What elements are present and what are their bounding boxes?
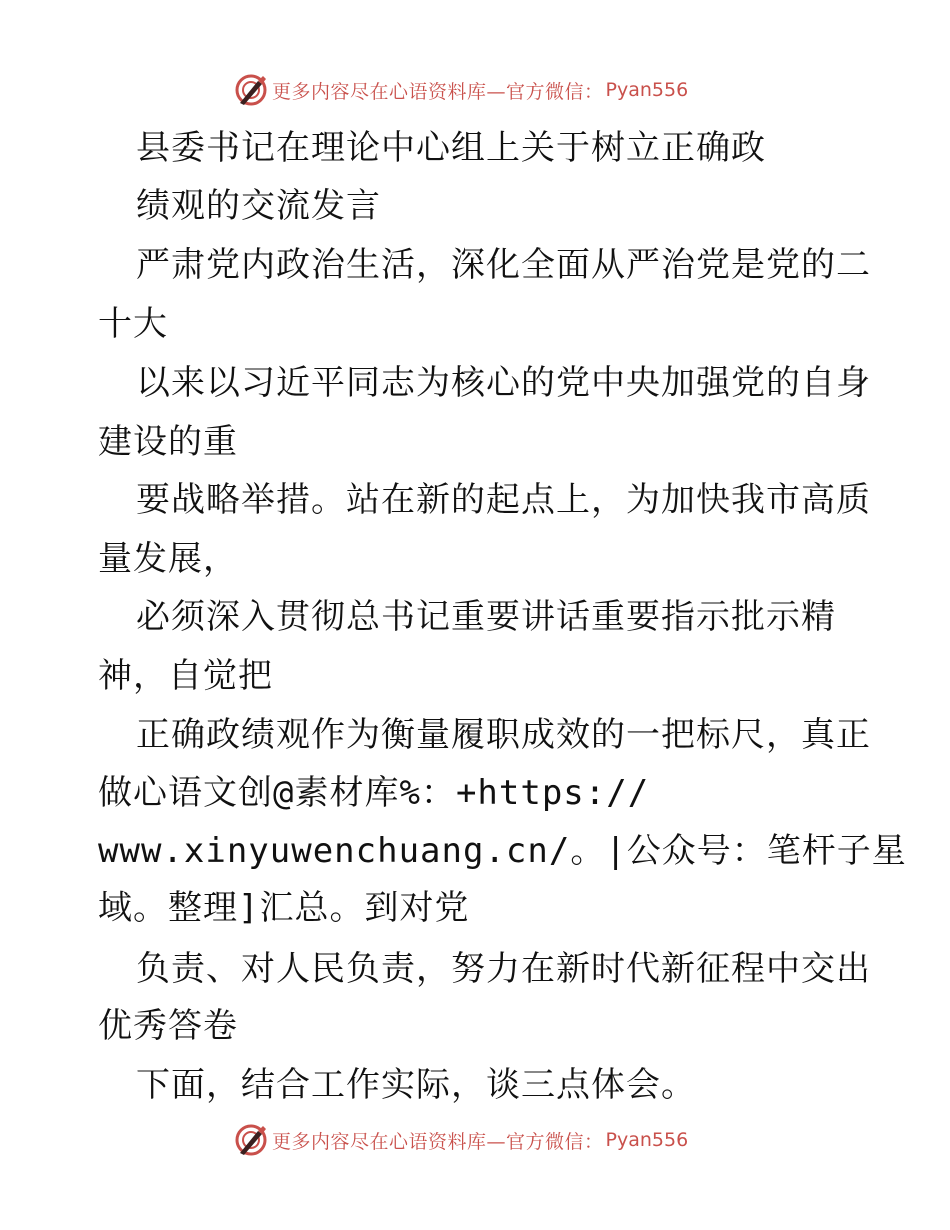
doc-paragraph-line: 做心语文创@素材库%：+https://	[98, 773, 650, 813]
doc-paragraph-line: www.xinyuwenchuang.cn/。|公众号：笔杆子星	[98, 831, 907, 871]
doc-paragraph-line: 负责、对人民负责，努力在新时代新征程中交出	[136, 949, 871, 989]
doc-paragraph-line: 建设的重	[98, 422, 238, 462]
doc-title-line-2: 绩观的交流发言	[136, 186, 381, 226]
doc-paragraph-line: 必须深入贯彻总书记重要讲话重要指示批示精	[136, 597, 836, 637]
doc-paragraph-line: 十大	[98, 304, 168, 344]
doc-paragraph-line: 优秀答卷	[98, 1006, 238, 1046]
pen-logo-icon	[234, 1123, 268, 1157]
pen-logo-icon	[234, 73, 268, 107]
watermark-text: 更多内容尽在心语资料库—官方微信：	[272, 80, 604, 103]
doc-title-line-1: 县委书记在理论中心组上关于树立正确政	[136, 128, 766, 168]
doc-paragraph-line: 以来以习近平同志为核心的党中央加强党的自身	[136, 363, 871, 403]
doc-paragraph-line: 下面，结合工作实际，谈三点体会。	[136, 1065, 696, 1105]
watermark-text: 更多内容尽在心语资料库—官方微信：	[272, 1130, 604, 1153]
watermark-wechat-id: Pyan556	[605, 1129, 689, 1151]
footer-watermark-banner	[234, 1123, 688, 1157]
doc-paragraph-line: 正确政绩观作为衡量履职成效的一把标尺，真正	[136, 715, 871, 755]
header-watermark-banner	[234, 73, 688, 107]
doc-paragraph-line: 严肃党内政治生活，深化全面从严治党是党的二	[136, 245, 871, 285]
watermark-wechat-id: Pyan556	[605, 79, 689, 101]
doc-paragraph-line: 要战略举措。站在新的起点上，为加快我市高质	[136, 480, 871, 520]
doc-paragraph-line: 域。整理]汇总。到对党	[98, 888, 470, 928]
doc-paragraph-line: 神，自觉把	[98, 656, 273, 696]
doc-paragraph-line: 量发展，	[98, 539, 238, 579]
